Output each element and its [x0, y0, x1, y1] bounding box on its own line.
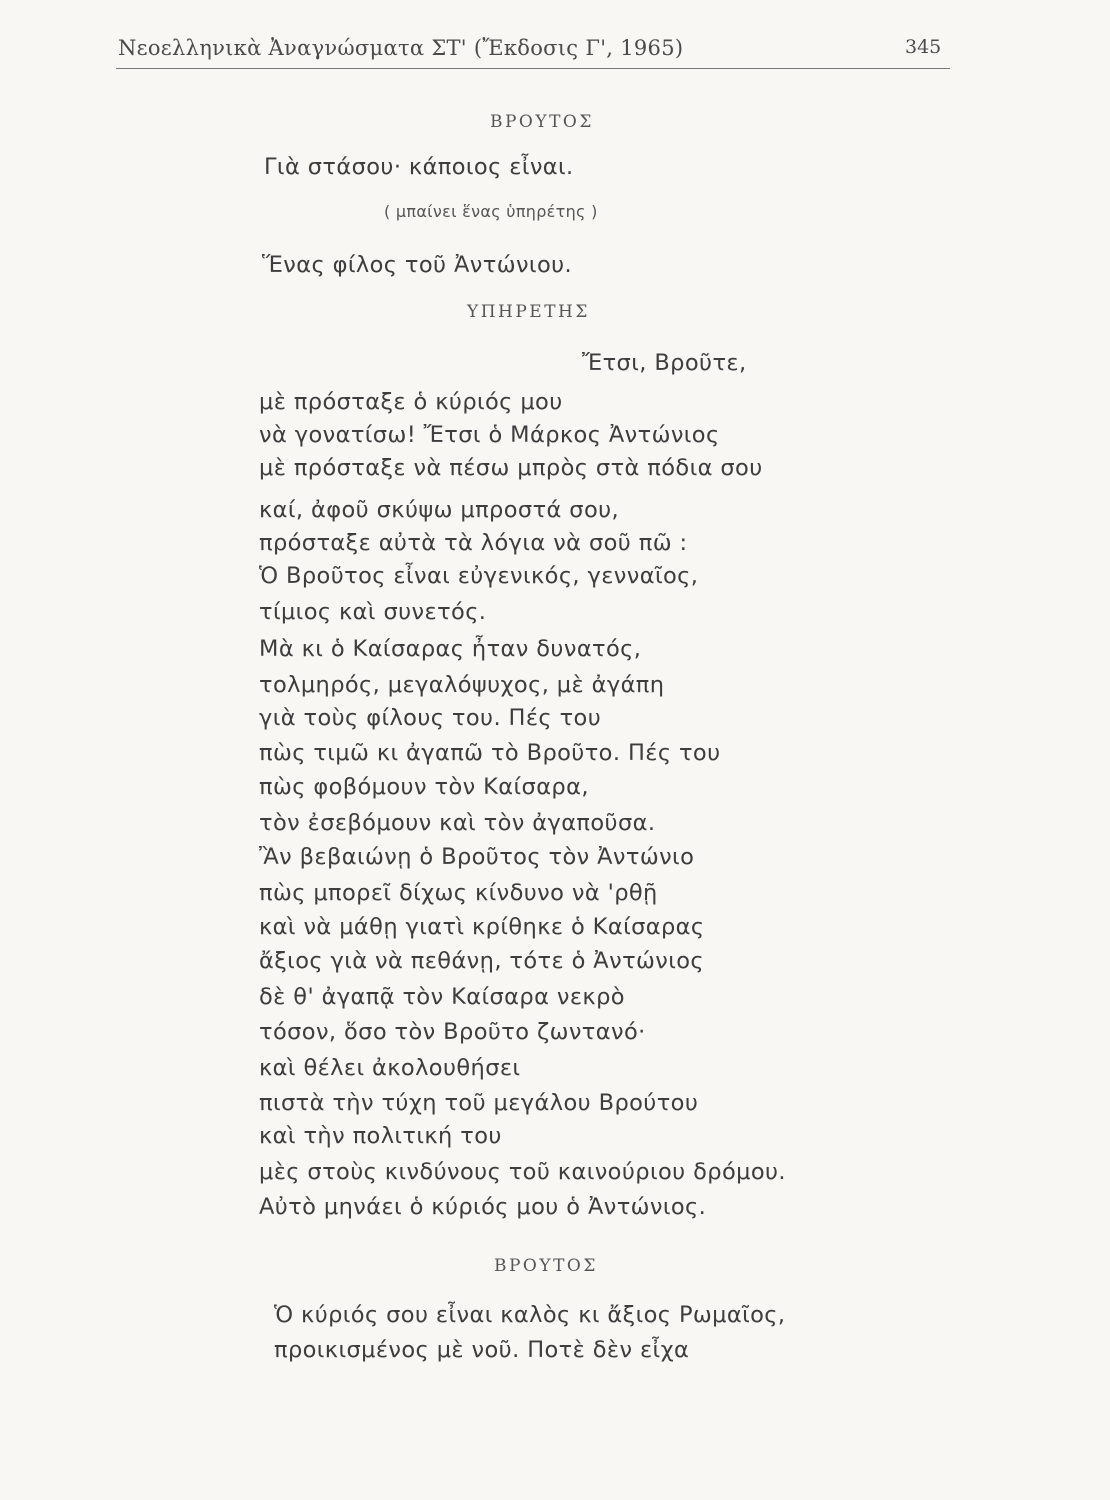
verse-line: μὲ πρόσταξε ὁ κύριός μου — [259, 389, 563, 415]
verse-line: Ὁ κύριός σου εἶναι καλὸς κι ἄξιος Ρωμαῖος, — [274, 1302, 786, 1328]
verse-line: γιὰ τοὺς φίλους του. Πές του — [259, 705, 602, 731]
verse-line: Ὁ Βροῦτος εἶναι εὐγενικός, γενναῖος, — [259, 563, 699, 589]
verse-line: καί, ἀφοῦ σκύψω μπροστά σου, — [259, 497, 620, 523]
verse-line: μὲς στοὺς κινδύνους τοῦ καινούριου δρόμου. — [259, 1159, 786, 1185]
stage-direction: ( μπαίνει ἕνας ὑπηρέτης ) — [384, 202, 598, 221]
verse-line: Ἔτσι, Βροῦτε, — [582, 350, 747, 376]
verse-line: πρόσταξε αὐτὰ τὰ λόγια νὰ σοῦ πῶ : — [259, 530, 688, 556]
verse-line: Μὰ κι ὁ Καίσαρας ἦταν δυνατός, — [259, 636, 642, 662]
running-title: Νεοελληνικὰ Ἀναγνώσματα ΣΤ' (Ἔκδοσις Γ', 1965) — [118, 36, 684, 60]
verse-line: Ἂν βεβαιώνῃ ὁ Βροῦτος τὸν Ἀντώνιο — [259, 844, 695, 870]
verse-line: Ἕνας φίλος τοῦ Ἀντώνιου. — [262, 252, 573, 278]
verse-line: πὼς μπορεῖ δίχως κίνδυνο νὰ 'ρθῇ — [259, 880, 658, 906]
verse-line: Γιὰ στάσου· κάποιος εἶναι. — [264, 154, 574, 180]
verse-line: μὲ πρόσταξε νὰ πέσω μπρὸς στὰ πόδια σου — [259, 455, 763, 481]
verse-line: καὶ τὴν πολιτική του — [259, 1123, 502, 1149]
speaker-name: ΒΡΟΥΤΟΣ — [494, 1256, 598, 1276]
speaker-name: ΒΡΟΥΤΟΣ — [490, 112, 594, 132]
verse-line: νὰ γονατίσω! Ἔτσι ὁ Μάρκος Ἀντώνιος — [259, 422, 720, 448]
verse-line: καὶ νὰ μάθῃ γιατὶ κρίθηκε ὁ Καίσαρας — [259, 914, 705, 940]
verse-line: τολμηρός, μεγαλόψυχος, μὲ ἀγάπη — [259, 672, 665, 698]
verse-line: τίμιος καὶ συνετός. — [259, 599, 487, 625]
header-rule — [116, 68, 950, 69]
verse-line: ἄξιος γιὰ νὰ πεθάνῃ, τότε ὁ Ἀντώνιος — [259, 948, 705, 974]
verse-line: πὼς φοβόμουν τὸν Καίσαρα, — [259, 774, 589, 800]
verse-line: καὶ θέλει ἀκολουθήσει — [259, 1055, 521, 1081]
verse-line: τόσον, ὅσο τὸν Βροῦτο ζωντανό· — [259, 1019, 646, 1045]
verse-line: πιστὰ τὴν τύχη τοῦ μεγάλου Βρούτου — [259, 1090, 699, 1116]
speaker-name: ΥΠΗΡΕΤΗΣ — [467, 302, 590, 322]
verse-line: Αὐτὸ μηνάει ὁ κύριός μου ὁ Ἀντώνιος. — [259, 1194, 707, 1220]
verse-line: πὼς τιμῶ κι ἀγαπῶ τὸ Βροῦτο. Πές του — [259, 740, 721, 766]
verse-line: δὲ θ' ἀγαπᾷ τὸν Καίσαρα νεκρὸ — [259, 984, 625, 1010]
verse-line: τὸν ἐσεβόμουν καὶ τὸν ἀγαποῦσα. — [259, 810, 656, 836]
page-number: 345 — [905, 36, 942, 58]
verse-line: προικισμένος μὲ νοῦ. Ποτὲ δὲν εἶχα — [274, 1337, 690, 1363]
